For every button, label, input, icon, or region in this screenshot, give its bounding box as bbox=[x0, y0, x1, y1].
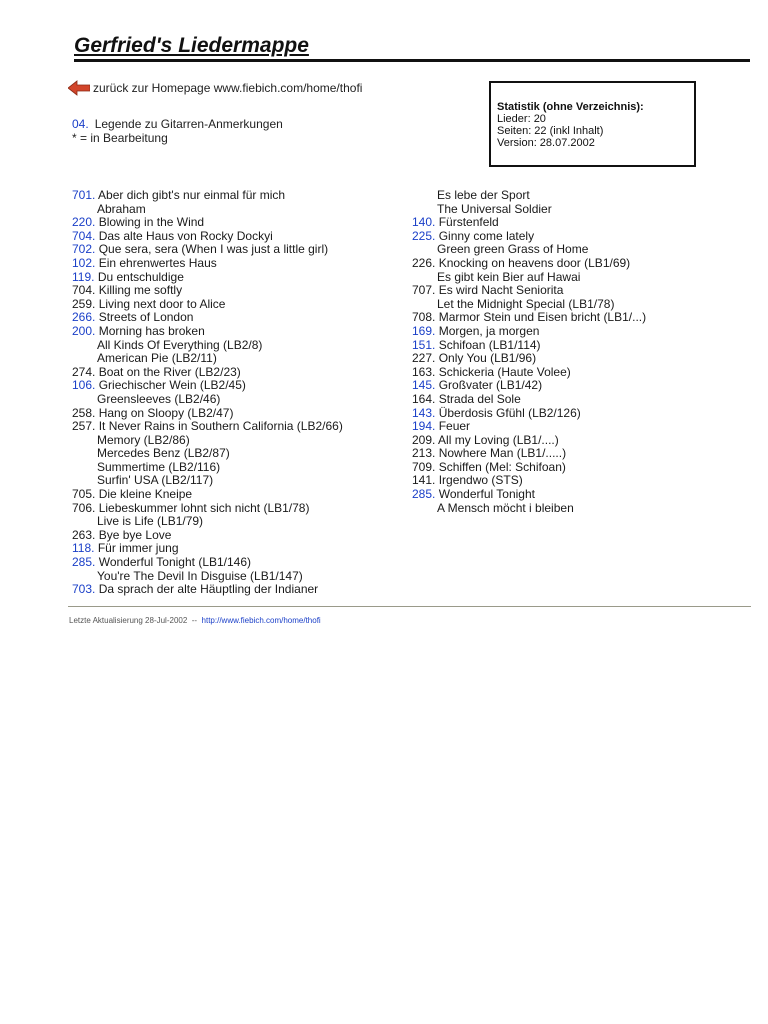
song-title: Streets of London bbox=[98, 310, 194, 325]
song-number[interactable]: 285. bbox=[72, 555, 96, 570]
song-item[interactable] bbox=[412, 379, 646, 393]
song-number[interactable]: 200. bbox=[72, 323, 96, 338]
song-number: 258. bbox=[72, 405, 96, 420]
song-title: Bye bye Love bbox=[98, 527, 172, 542]
song-item bbox=[72, 447, 343, 461]
song-item bbox=[412, 257, 646, 271]
song-title: Ginny come lately bbox=[438, 228, 535, 243]
song-number: 227. bbox=[412, 351, 436, 366]
song-title: Que sera, sera (When I was just a little girl) bbox=[98, 242, 329, 257]
song-item[interactable] bbox=[72, 583, 343, 597]
song-title: Morgen, ja morgen bbox=[438, 323, 540, 338]
song-number[interactable]: 106. bbox=[72, 378, 96, 393]
song-item[interactable] bbox=[412, 325, 646, 339]
song-title: Schickeria (Haute Volee) bbox=[438, 364, 571, 379]
stats-version: Version: 28.07.2002 bbox=[497, 137, 595, 149]
song-number: 259. bbox=[72, 296, 96, 311]
song-number: 705. bbox=[72, 487, 96, 502]
song-number: 709. bbox=[412, 459, 436, 474]
song-number[interactable]: 702. bbox=[72, 242, 96, 257]
song-title: Boat on the River (LB2/23) bbox=[98, 364, 241, 379]
song-title: Morning has broken bbox=[98, 323, 205, 338]
song-title: Aber dich gibt's nur einmal für mich bbox=[98, 188, 286, 202]
song-list-right bbox=[412, 189, 646, 515]
song-number: 707. bbox=[412, 283, 436, 298]
song-number[interactable]: 119. bbox=[72, 269, 95, 284]
song-item bbox=[412, 366, 646, 380]
song-title: Greensleeves (LB2/46) bbox=[97, 391, 221, 406]
song-number[interactable]: 285. bbox=[412, 487, 436, 502]
song-item bbox=[72, 298, 343, 312]
song-title: Du entschuldige bbox=[97, 269, 184, 284]
song-title: Surfin' USA (LB2/117) bbox=[97, 473, 214, 488]
song-number[interactable]: 701. bbox=[72, 188, 96, 202]
footer bbox=[69, 616, 321, 625]
stats-songs: Lieder: 20 bbox=[497, 113, 546, 125]
song-item bbox=[72, 434, 343, 448]
song-title: Living next door to Alice bbox=[98, 296, 226, 311]
song-title: Nowhere Man (LB1/.....) bbox=[438, 446, 567, 461]
song-item bbox=[72, 407, 343, 421]
song-title: Knocking on heavens door (LB1/69) bbox=[438, 255, 631, 270]
song-number[interactable]: 102. bbox=[72, 255, 96, 270]
song-number[interactable]: 194. bbox=[412, 419, 436, 434]
song-title: Das alte Haus von Rocky Dockyi bbox=[98, 228, 273, 243]
song-number: 704. bbox=[72, 283, 96, 298]
song-item[interactable] bbox=[72, 243, 343, 257]
song-title: Liebeskummer lohnt sich nicht (LB1/78) bbox=[98, 500, 310, 515]
song-number[interactable]: 151. bbox=[412, 337, 436, 352]
song-title: Großvater (LB1/42) bbox=[438, 378, 543, 393]
song-item[interactable] bbox=[72, 230, 343, 244]
song-number: 274. bbox=[72, 364, 96, 379]
song-title: Da sprach der alte Häuptling der Indianer bbox=[98, 582, 319, 597]
back-link-text[interactable]: zurück zur Homepage www.fiebich.com/home/thofi bbox=[93, 81, 363, 95]
song-number[interactable]: 145. bbox=[412, 378, 436, 393]
song-title: Summertime (LB2/116) bbox=[97, 459, 221, 474]
song-title: Es wird Nacht Seniorita bbox=[438, 283, 564, 298]
song-number[interactable]: 143. bbox=[412, 405, 436, 420]
song-title: All my Loving (LB1/....) bbox=[438, 432, 559, 447]
song-item bbox=[72, 203, 343, 217]
stats-pages: Seiten: 22 (inkl Inhalt) bbox=[497, 125, 604, 137]
song-number: 163. bbox=[412, 364, 436, 379]
song-number: 263. bbox=[72, 527, 96, 542]
song-item bbox=[72, 502, 343, 516]
song-title: Strada del Sole bbox=[438, 391, 521, 406]
page-title: Gerfried's Liedermappe bbox=[74, 34, 309, 57]
song-number[interactable]: 140. bbox=[412, 215, 436, 230]
song-number[interactable]: 220. bbox=[72, 215, 96, 230]
song-number[interactable]: 225. bbox=[412, 228, 436, 243]
song-title: Ein ehrenwertes Haus bbox=[98, 255, 217, 270]
stats-heading: Statistik (ohne Verzeichnis): bbox=[497, 101, 644, 113]
song-title: A Mensch möcht i bleiben bbox=[437, 500, 574, 515]
song-number[interactable]: 704. bbox=[72, 228, 96, 243]
song-item bbox=[72, 420, 343, 434]
song-title: Abraham bbox=[97, 201, 146, 216]
song-item bbox=[72, 393, 343, 407]
song-number: 257. bbox=[72, 419, 96, 434]
song-item bbox=[412, 502, 646, 516]
song-item[interactable] bbox=[72, 556, 343, 570]
legend-number[interactable]: 04. bbox=[72, 117, 89, 131]
song-item bbox=[72, 284, 343, 298]
song-title: The Universal Soldier bbox=[437, 201, 552, 216]
song-item bbox=[412, 189, 646, 203]
song-item[interactable] bbox=[72, 216, 343, 230]
song-item bbox=[72, 474, 343, 488]
song-item bbox=[72, 352, 343, 366]
song-title: Wonderful Tonight bbox=[438, 487, 535, 502]
song-title: American Pie (LB2/11) bbox=[97, 351, 217, 366]
song-item[interactable] bbox=[72, 379, 343, 393]
song-item bbox=[72, 529, 343, 543]
song-number[interactable]: 169. bbox=[412, 323, 436, 338]
song-item[interactable] bbox=[72, 257, 343, 271]
title-divider bbox=[74, 59, 750, 62]
song-item bbox=[412, 474, 646, 488]
song-title: You're The Devil In Disguise (LB1/147) bbox=[97, 568, 303, 583]
footer-divider bbox=[68, 606, 751, 607]
song-title: Live is Life (LB1/79) bbox=[97, 514, 204, 529]
song-title: Marmor Stein und Eisen bricht (LB1/...) bbox=[438, 310, 647, 325]
song-number: 213. bbox=[412, 446, 436, 461]
song-title: Killing me softly bbox=[98, 283, 183, 298]
song-item[interactable] bbox=[72, 189, 343, 203]
song-item[interactable] bbox=[72, 325, 343, 339]
song-item bbox=[412, 434, 646, 448]
song-number[interactable]: 118. bbox=[72, 541, 95, 556]
last-updated: Letzte Aktualisierung 28-Jul-2002 bbox=[69, 616, 188, 625]
back-to-homepage-link[interactable] bbox=[68, 80, 362, 96]
song-number: 141. bbox=[412, 473, 436, 488]
song-title: Wonderful Tonight (LB1/146) bbox=[98, 555, 252, 570]
song-list-left bbox=[72, 189, 343, 597]
song-item bbox=[412, 243, 646, 257]
song-title: Mercedes Benz (LB2/87) bbox=[97, 446, 230, 461]
back-arrow-icon[interactable] bbox=[68, 80, 90, 96]
legend-link-row[interactable] bbox=[72, 117, 283, 131]
song-item[interactable] bbox=[412, 488, 646, 502]
song-item bbox=[72, 570, 343, 584]
song-item bbox=[72, 488, 343, 502]
song-title: Green green Grass of Home bbox=[437, 242, 589, 257]
song-title: It Never Rains in Southern California (LB2/66) bbox=[98, 419, 343, 434]
song-title: Hang on Sloopy (LB2/47) bbox=[98, 405, 234, 420]
song-title: Only You (LB1/96) bbox=[438, 351, 537, 366]
song-item bbox=[72, 339, 343, 353]
song-number: 164. bbox=[412, 391, 436, 406]
song-item bbox=[412, 203, 646, 217]
song-item bbox=[412, 298, 646, 312]
song-number: 209. bbox=[412, 432, 436, 447]
song-item bbox=[72, 515, 343, 529]
song-title: Für immer jung bbox=[97, 541, 179, 556]
song-item bbox=[412, 393, 646, 407]
legend-note: * = in Bearbeitung bbox=[72, 131, 168, 145]
homepage-url-link[interactable]: http://www.fiebich.com/home/thofi bbox=[201, 616, 321, 625]
song-item[interactable] bbox=[412, 407, 646, 421]
song-item bbox=[412, 284, 646, 298]
song-title: Memory (LB2/86) bbox=[97, 432, 190, 447]
song-item[interactable] bbox=[72, 542, 343, 556]
song-item[interactable] bbox=[72, 311, 343, 325]
song-title: Fürstenfeld bbox=[438, 215, 499, 230]
song-item bbox=[412, 352, 646, 366]
song-title: Es lebe der Sport bbox=[437, 188, 530, 202]
song-item[interactable] bbox=[412, 230, 646, 244]
song-title: All Kinds Of Everything (LB2/8) bbox=[97, 337, 263, 352]
song-item[interactable] bbox=[72, 271, 343, 285]
song-item bbox=[412, 461, 646, 475]
song-number: 706. bbox=[72, 500, 96, 515]
song-title: Blowing in the Wind bbox=[98, 215, 205, 230]
song-item bbox=[412, 447, 646, 461]
song-item[interactable] bbox=[412, 420, 646, 434]
song-title: Feuer bbox=[438, 419, 471, 434]
song-item bbox=[412, 311, 646, 325]
song-number[interactable]: 266. bbox=[72, 310, 96, 325]
song-number: 708. bbox=[412, 310, 436, 325]
song-title: Schifoan (LB1/114) bbox=[438, 337, 541, 352]
song-item bbox=[72, 461, 343, 475]
song-title: Überdosis Gfühl (LB2/126) bbox=[438, 405, 581, 420]
song-title: Let the Midnight Special (LB1/78) bbox=[437, 296, 615, 311]
song-item bbox=[72, 366, 343, 380]
legend-block bbox=[72, 117, 283, 145]
song-number[interactable]: 703. bbox=[72, 582, 96, 597]
song-item bbox=[412, 271, 646, 285]
song-title: Es gibt kein Bier auf Hawai bbox=[437, 269, 581, 284]
song-title: Irgendwo (STS) bbox=[438, 473, 523, 488]
song-item[interactable] bbox=[412, 216, 646, 230]
song-number: 226. bbox=[412, 255, 436, 270]
song-title: Griechischer Wein (LB2/45) bbox=[98, 378, 246, 393]
footer-separator: -- bbox=[191, 616, 198, 625]
song-item[interactable] bbox=[412, 339, 646, 353]
statistics-box bbox=[489, 81, 696, 167]
song-title: Schiffen (Mel: Schifoan) bbox=[438, 459, 566, 474]
song-title: Die kleine Kneipe bbox=[98, 487, 193, 502]
legend-label: Legende zu Gitarren-Anmerkungen bbox=[94, 117, 283, 131]
